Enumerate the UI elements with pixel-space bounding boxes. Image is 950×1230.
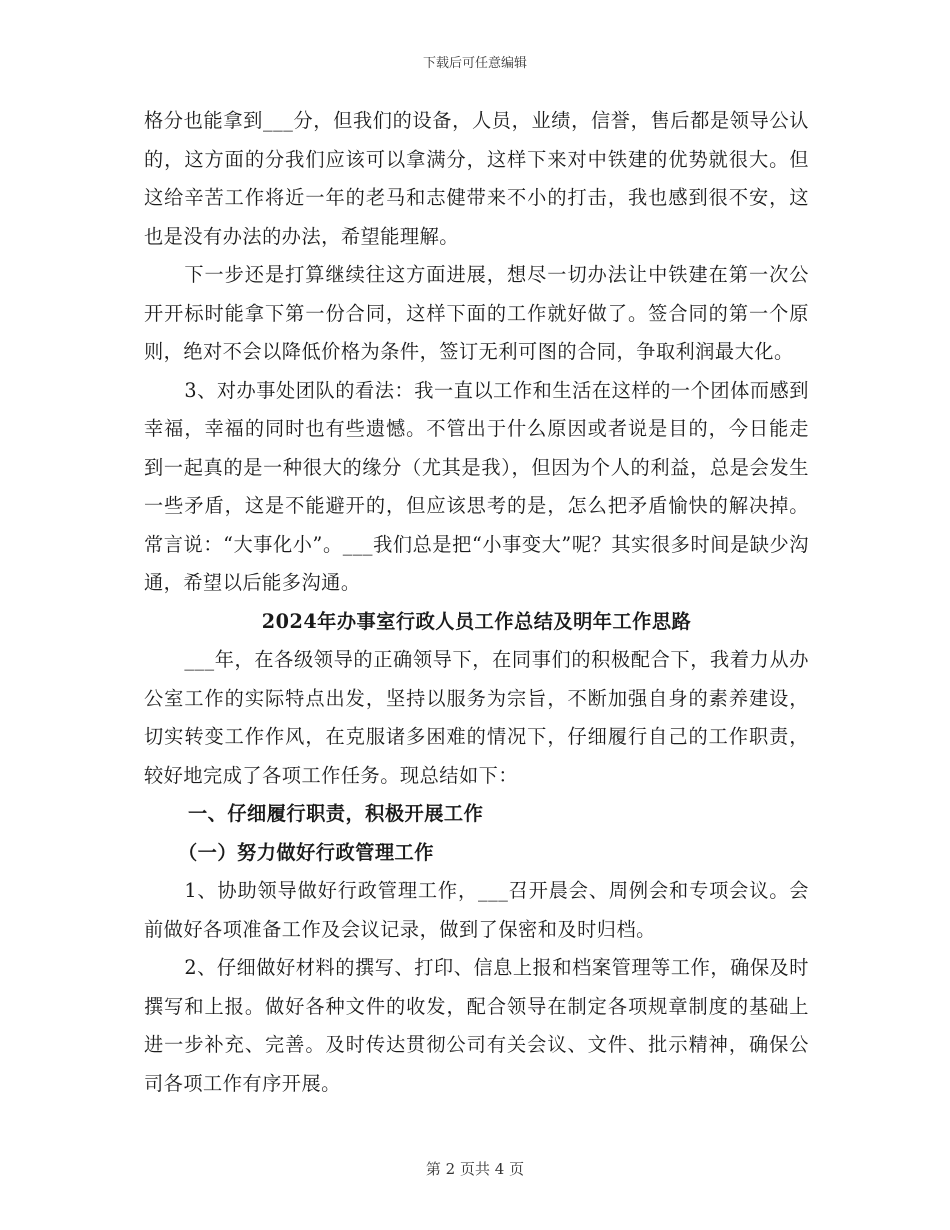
paragraph: 3、对办事处团队的看法：我一直以工作和生活在这样的一个团体而感到幸福，幸福的同时也有些遗憾。不管出于什么原因或者说是目的，今日能走到一起真的是一种很大的缘分（尤其是我），但因为个人的利益，总是会发生一些矛盾，这是不能避开的，但应该思考的是，怎么把矛盾愉快的解决掉。常言说：“大事化小”。___我们总是把“小事变大”呢？其实很多时间是缺少沟通，希望以后能多沟通。	[144, 378, 809, 594]
page-header: 下载后可任意编辑	[422, 56, 527, 71]
paragraph: 2、仔细做好材料的撰写、打印、信息上报和档案管理等工作，确保及时撰写和上报。做好各种文件的收发，配合领导在制定各项规章制度的基础上进一步补充、完善。及时传达贯彻公司有关会议、文件、批示精神，确保公司各项工作有序开展。	[144, 956, 809, 1095]
heading-level-2: （一）努力做好行政管理工作	[178, 840, 434, 864]
page-footer: 第 2 页共 4 页	[425, 1160, 525, 1178]
paragraph: 格分也能拿到___分，但我们的设备，人员，业绩，信誉，售后都是领导公认的，这方面的分我们应该可以拿满分，这样下来对中铁建的优势就很大。但这给辛苦工作将近一年的老马和志健带来不小的打击，我也感到很不安，这也是没有办法的办法，希望能理解。	[144, 109, 809, 248]
heading-level-1: 一、仔细履行职责，积极开展工作	[188, 802, 484, 825]
paragraph: ___年，在各级领导的正确领导下，在同事们的积极配合下，我着力从办公室工作的实际特点出发，坚持以服务为宗旨，不断加强自身的素养建设，切实转变工作作风，在克服诸多困难的情况下，仔细履行自己的工作职责，较好地完成了各项工作任务。现总结如下：	[144, 648, 809, 787]
section-title: 2024年办事室行政人员工作总结及明年工作思路	[261, 609, 692, 633]
paragraph: 下一步还是打算继续往这方面进展，想尽一切办法让中铁建在第一次公开开标时能拿下第一份合同，这样下面的工作就好做了。签合同的第一个原则，绝对不会以降低价格为条件，签订无利可图的合同，争取利润最大化。	[144, 263, 809, 363]
document-body	[144, 102, 809, 1103]
paragraph: 1、协助领导做好行政管理工作，___召开晨会、周例会和专项会议。会前做好各项准备工作及会议记录，做到了保密和及时归档。	[144, 879, 809, 941]
